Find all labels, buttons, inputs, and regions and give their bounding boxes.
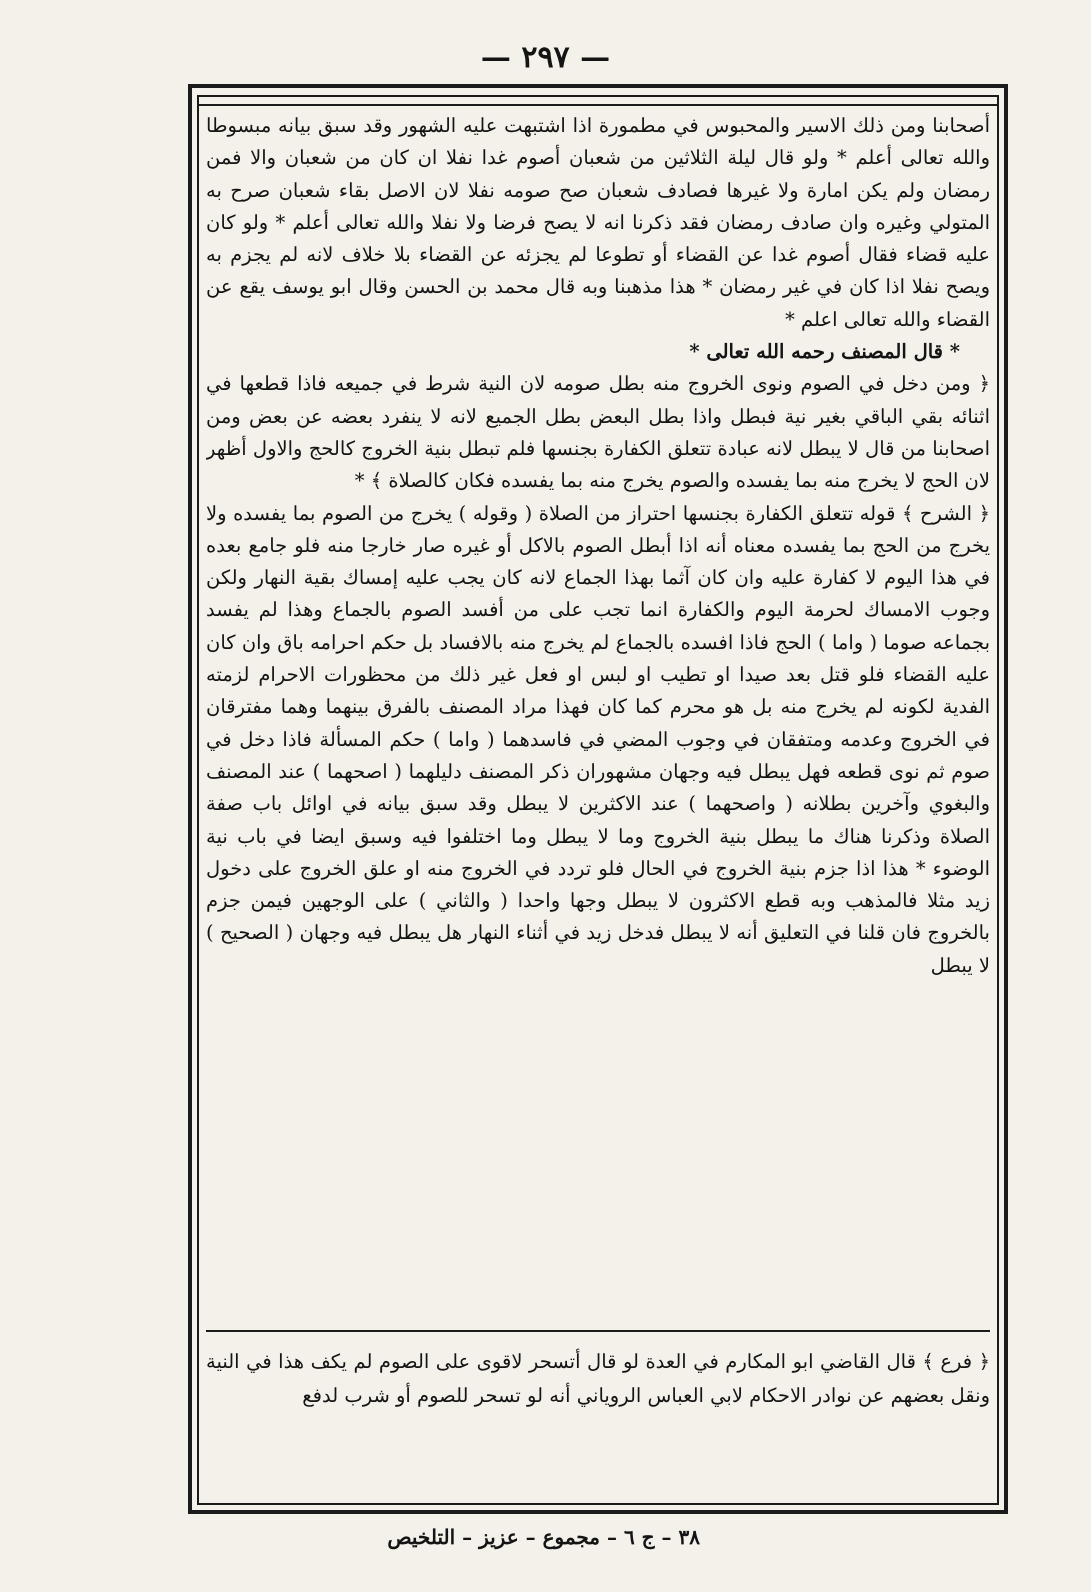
page-number: — ٢٩٧ — <box>480 40 611 75</box>
footnote: ﴿ فرع ﴾ قال القاضي ابو المكارم في العدة لو قال أتسحر لاقوى على الصوم لم يكف هذا في النية ونقل بعضهم عن نوادر الاحكام لابي العباس الروياني أنه لو تسحر للصوم أو شرب لدفع <box>206 1350 990 1407</box>
paragraph-matn: ﴿ ومن دخل في الصوم ونوى الخروج منه بطل صومه لان النية شرط في جميعه فاذا قطعها في اثنائه بقي الباقي بغير نية فبطل واذا بطل البعض بطل الجميع لانه لا ينفرد بعضه عن بعض ومن اصحابنا من قال لا يبطل لانه عبادة تتعلق الكفارة بجنسها فلم تبطل بنية الخروج كالحج والاول أظهر لان الحج لا يخرج منه بما يفسده والصوم يخرج منه بما يفسده فكان كالصلاة ﴾ * <box>206 372 990 493</box>
main-text <box>206 110 990 1280</box>
footnote-rule <box>206 1330 990 1332</box>
footer-signature: ٣٨ – ج ٦ – مجموع – عزيز – التلخيص <box>387 1525 700 1549</box>
section-heading: * قال المصنف رحمه الله تعالى * <box>689 340 960 364</box>
top-rule <box>197 104 999 106</box>
paragraph-opening: أصحابنا ومن ذلك الاسير والمحبوس في مطمورة اذا اشتبهت عليه الشهور وقد سبق بيانه مبسوطا والله تعالى أعلم * ولو قال ليلة الثلاثين من شعبان أصوم غدا نفلا ان كان من شعبان والا فمن رمضان ولم يكن امارة ولا غيرها فصادف شعبان صح صومه نفلا لان الاصل بقاء شعبان صرح به المتولي وغيره وان صادف رمضان فقد ذكرنا انه لا يصح فرضا ولا نفلا والله تعالى أعلم * ولو كان عليه قضاء فقال أصوم غدا عن القضاء أو تطوعا لم يجزئه عن القضاء بلا خلاف لانه لم يجزم به ويصح نفلا اذا كان في غير رمضان * هذا مذهبنا وبه قال محمد بن الحسن وقال ابو يوسف يقع عن القضاء والله تعالى اعلم * <box>206 114 990 331</box>
paragraph-sharh: ﴿ الشرح ﴾ قوله تتعلق الكفارة بجنسها احتراز من الصلاة ( وقوله ) يخرج من الصوم بما يفسده ولا يخرج من الحج بما يفسده معناه أنه اذا أبطل الصوم بالاكل أو غيره صار خارجا منه فلو جامع بعده في هذا اليوم لا كفارة عليه وان كان آثما بهذا الجماع لانه كان يجب عليه إمساك بقية النهار ولكن وجوب الامساك لحرمة اليوم والكفارة انما تجب على من أفسد الصوم بالجماع وهذا لم يفسد بجماعه صوما ( واما ) الحج فاذا افسده بالجماع لم يخرج منه بالافساد بل حكم احرامه باق وان كان عليه القضاء فلو قتل بعد صيدا او تطيب او لبس او فعل غير ذلك من محظورات الاحرام لزمته الفدية لكونه لم يخرج منه بل هو محرم كما كان فهذا مراد المصنف بالفرق بينهما وهما مفترقان في الخروج وعدمه ومتفقان في وجوب المضي في فاسدهما ( واما ) حكم المسألة فاذا دخل في صوم ثم نوى قطعه فهل يبطل فيه وجهان مشهوران ذكر المصنف دليلهما ( اصحهما ) عند المصنف والبغوي وآخرين بطلانه ( واصحهما ) عند الاكثرين لا يبطل وقد سبق بيانه في اوائل باب صفة الصلاة وذكرنا هناك ما يبطل بنية الخروج وما لا يبطل وما اختلفوا فيه وسبق ايضا في باب نية الوضوء * هذا اذا جزم بنية الخروج في الحال فلو تردد في الخروج منه او علق الخروج على دخول زيد مثلا فالمذهب وبه قطع الاكثرون لا يبطل وجها واحدا ( والثاني ) على الوجهين فيمن جزم بالخروج فان قلنا في التعليق أنه لا يبطل فدخل زيد في أثناء النهار هل يبطل فيه وجهان ( الصحيح ) لا يبطل <box>206 501 990 977</box>
